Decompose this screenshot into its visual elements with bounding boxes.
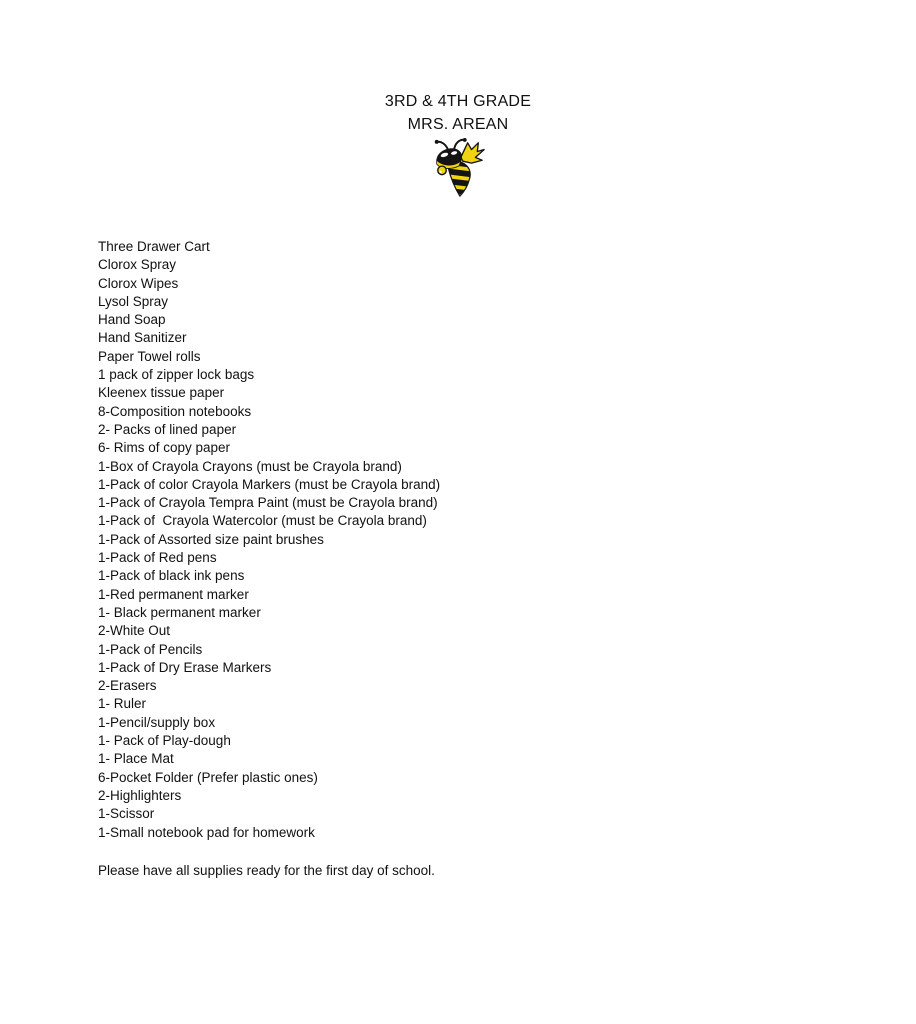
document-header: [0, 90, 916, 136]
supply-list-item: 1-Pack of Dry Erase Markers: [98, 659, 272, 675]
teacher-name: MRS. AREAN: [407, 116, 509, 133]
supply-list: [98, 238, 738, 842]
supply-list-item: 8-Composition notebooks: [98, 403, 252, 419]
supply-list-item: Clorox Spray: [98, 257, 177, 273]
supply-list-item: Lysol Spray: [98, 293, 169, 309]
supply-list-item: Hand Sanitizer: [98, 330, 187, 346]
supply-list-item: 1- Black permanent marker: [98, 604, 261, 620]
supply-list-item: 2- Packs of lined paper: [98, 421, 237, 437]
supply-list-item: 1-Pack of color Crayola Markers (must be Crayola brand): [98, 476, 441, 492]
yellow-jacket-bee-icon: [427, 137, 487, 197]
supply-list-item: 6-Pocket Folder (Prefer plastic ones): [98, 769, 318, 785]
supply-list-item: 2-White Out: [98, 623, 171, 639]
supply-list-item: 1-Pack of Pencils: [98, 641, 203, 657]
grade-title: 3RD & 4TH GRADE: [384, 93, 532, 110]
supply-list-item: 1-Scissor: [98, 806, 155, 822]
supply-list-item: 2-Highlighters: [98, 787, 182, 803]
yellow-jacket-bee-svg: [427, 137, 487, 197]
supply-list-item: 2-Erasers: [98, 678, 157, 694]
supply-list-item: 1- Place Mat: [98, 751, 174, 767]
supply-list-item: 1-Pack of black ink pens: [98, 568, 245, 584]
supply-list-item: Hand Soap: [98, 312, 166, 328]
supply-list-item: 1-Pack of Crayola Watercolor (must be Crayola brand): [98, 513, 427, 529]
footer-note: Please have all supplies ready for the first day of school.: [98, 863, 435, 878]
supply-list-item: 1- Ruler: [98, 696, 147, 712]
supply-list-item: Clorox Wipes: [98, 275, 179, 291]
supply-list-item: 1- Pack of Play-dough: [98, 733, 231, 749]
supply-list-item: 1-Box of Crayola Crayons (must be Crayola brand): [98, 458, 402, 474]
supply-list-item: 1 pack of zipper lock bags: [98, 367, 255, 383]
supply-list-item: Paper Towel rolls: [98, 348, 201, 364]
supply-list-item: 1-Pack of Red pens: [98, 550, 217, 566]
supply-list-item: 1-Pack of Assorted size paint brushes: [98, 531, 324, 547]
supply-list-item: 1-Small notebook pad for homework: [98, 824, 315, 840]
supply-list-item: Three Drawer Cart: [98, 239, 210, 254]
supply-list-item: 1-Pack of Crayola Tempra Paint (must be Crayola brand): [98, 495, 438, 511]
supply-list-item: Kleenex tissue paper: [98, 385, 225, 401]
supply-list-item: 1-Red permanent marker: [98, 586, 249, 602]
supply-list-item: 1-Pencil/supply box: [98, 714, 216, 730]
supply-list-item: 6- Rims of copy paper: [98, 440, 231, 456]
